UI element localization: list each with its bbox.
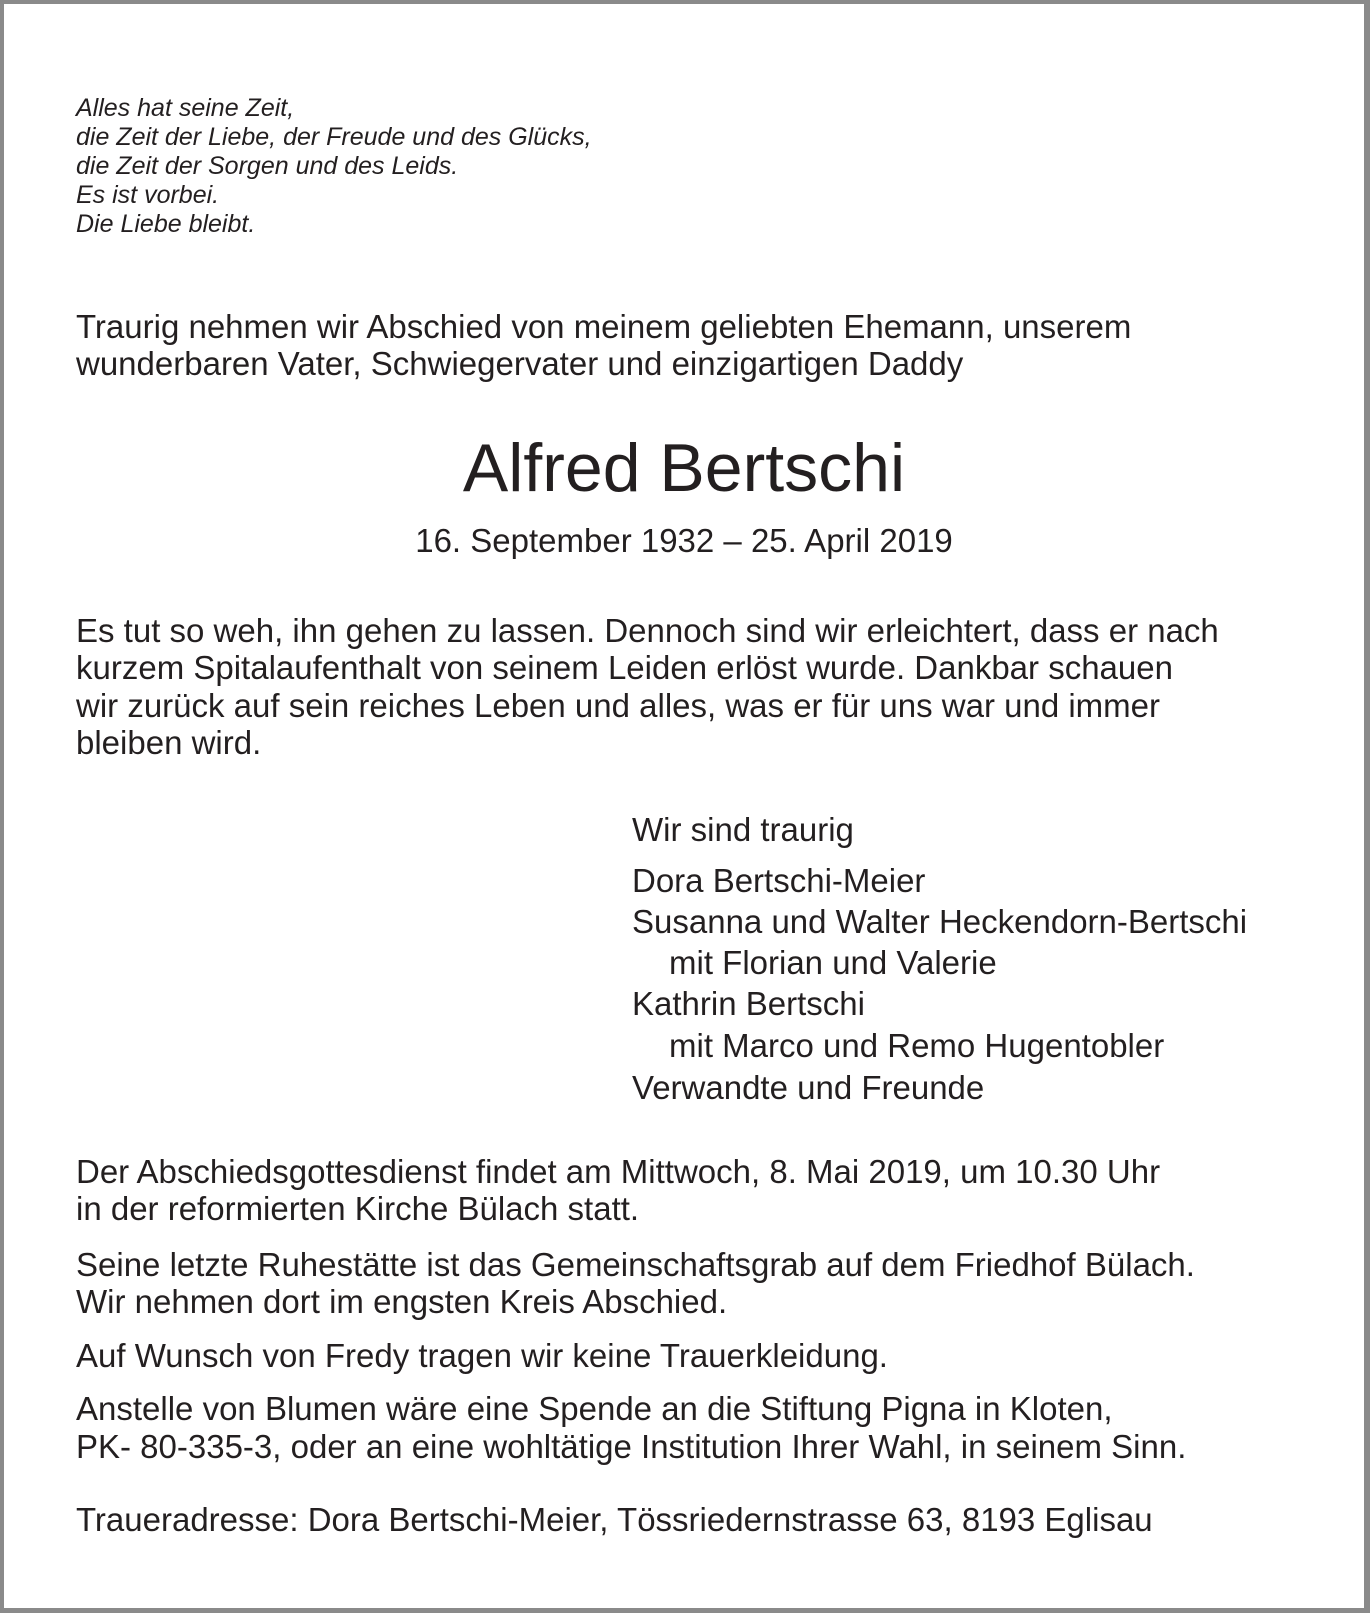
- signature-line: Verwandte und Freunde: [632, 1069, 985, 1106]
- service-line: in der reformierten Kirche Bülach statt.: [76, 1190, 640, 1227]
- paragraph-line: wir zurück auf sein reiches Leben und alles, was er für uns war und immer: [76, 687, 1160, 724]
- grave-line: Seine letzte Ruhestätte ist das Gemeinschaftsgrab auf dem Friedhof Bülach.: [76, 1246, 1195, 1283]
- signature-line: Susanna und Walter Heckendorn-Bertschi: [632, 903, 1248, 940]
- service-line: Der Abschiedsgottesdienst findet am Mittwoch, 8. Mai 2019, um 10.30 Uhr: [76, 1153, 1161, 1190]
- life-dates: 16. September 1932 – 25. April 2019: [415, 522, 953, 559]
- poem-line: die Zeit der Sorgen und des Leids.: [76, 152, 459, 180]
- signature-heading: Wir sind traurig: [632, 811, 854, 848]
- paragraph-line: kurzem Spitalaufenthalt von seinem Leiden erlöst wurde. Dankbar schauen: [76, 649, 1173, 686]
- deceased-name: Alfred Bertschi: [462, 430, 906, 506]
- mourning-address: Traueradresse: Dora Bertschi-Meier, Tössriedernstrasse 63, 8193 Eglisau: [76, 1501, 1153, 1538]
- poem-line: die Zeit der Liebe, der Freude und des Glücks,: [76, 123, 592, 151]
- poem-line: Alles hat seine Zeit,: [76, 94, 295, 122]
- signature-line: Dora Bertschi-Meier: [632, 862, 926, 899]
- paragraph-line: Es tut so weh, ihn gehen zu lassen. Dennoch sind wir erleichtert, dass er nach: [76, 612, 1219, 649]
- donation-line: PK- 80-335-3, oder an eine wohltätige Institution Ihrer Wahl, in seinem Sinn.: [76, 1428, 1187, 1465]
- obituary-notice: [4, 4, 1364, 1608]
- paragraph-line: bleiben wird.: [76, 724, 262, 761]
- grave-line: Wir nehmen dort im engsten Kreis Abschied.: [76, 1283, 728, 1320]
- signature-line: Kathrin Bertschi: [632, 985, 865, 1022]
- signature-line: mit Marco und Remo Hugentobler: [669, 1027, 1165, 1064]
- donation-line: Anstelle von Blumen wäre eine Spende an die Stiftung Pigna in Kloten,: [76, 1390, 1113, 1427]
- wish-line: Auf Wunsch von Fredy tragen wir keine Trauerkleidung.: [76, 1337, 888, 1374]
- intro-line: Traurig nehmen wir Abschied von meinem geliebten Ehemann, unserem: [76, 308, 1132, 345]
- poem-line: Es ist vorbei.: [76, 181, 220, 209]
- poem-line: Die Liebe bleibt.: [76, 210, 256, 238]
- intro-line: wunderbaren Vater, Schwiegervater und einzigartigen Daddy: [76, 345, 964, 382]
- signature-line: mit Florian und Valerie: [669, 944, 997, 981]
